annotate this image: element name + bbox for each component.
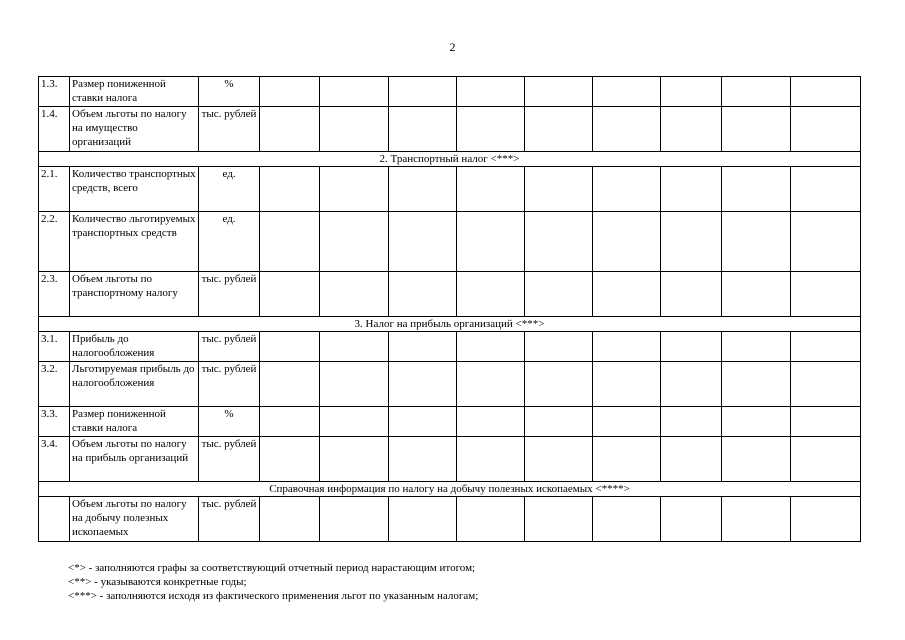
footnotes	[68, 561, 478, 603]
value-cell	[389, 272, 457, 317]
value-cell	[457, 107, 525, 152]
value-cell	[320, 407, 389, 437]
value-cell	[593, 272, 661, 317]
table-row	[39, 437, 861, 482]
table-row	[39, 167, 861, 212]
section-header-row	[39, 152, 861, 167]
value-cell	[260, 77, 320, 107]
table-row	[39, 212, 861, 272]
unit-of-measure: ед.	[199, 212, 260, 272]
value-cell	[593, 407, 661, 437]
value-cell	[389, 407, 457, 437]
value-cell	[593, 437, 661, 482]
unit-of-measure: %	[199, 407, 260, 437]
value-cell	[320, 107, 389, 152]
value-cell	[525, 77, 593, 107]
row-number: 3.1.	[39, 332, 70, 362]
value-cell	[722, 407, 791, 437]
indicator-name: Количество транспортных средств, всего	[70, 167, 199, 212]
value-cell	[260, 332, 320, 362]
indicator-name: Прибыль до налогообложения	[70, 332, 199, 362]
row-number: 3.2.	[39, 362, 70, 407]
value-cell	[457, 497, 525, 542]
value-cell	[661, 437, 722, 482]
value-cell	[722, 332, 791, 362]
value-cell	[525, 407, 593, 437]
section-header-row	[39, 482, 861, 497]
indicator-name: Количество льготируемых транспортных средств	[70, 212, 199, 272]
unit-of-measure: тыс. рублей	[199, 107, 260, 152]
table-row	[39, 362, 861, 407]
value-cell	[457, 212, 525, 272]
value-cell	[593, 167, 661, 212]
unit-of-measure: тыс. рублей	[199, 497, 260, 542]
row-number: 2.2.	[39, 212, 70, 272]
row-number: 1.4.	[39, 107, 70, 152]
value-cell	[661, 212, 722, 272]
value-cell	[722, 77, 791, 107]
value-cell	[389, 332, 457, 362]
table-row	[39, 497, 861, 542]
indicator-name: Объем льготы по налогу на добычу полезных ископаемых	[70, 497, 199, 542]
value-cell	[661, 362, 722, 407]
value-cell	[260, 497, 320, 542]
footnote: <*> - заполняются графы за соответствующий отчетный период нарастающим итогом;	[68, 562, 476, 574]
value-cell	[791, 407, 861, 437]
value-cell	[791, 272, 861, 317]
value-cell	[457, 332, 525, 362]
value-cell	[389, 497, 457, 542]
value-cell	[457, 362, 525, 407]
section-title: Справочная информация по налогу на добычу полезных ископаемых <****>	[39, 482, 861, 497]
indicator-name: Размер пониженной ставки налога	[70, 77, 199, 107]
value-cell	[320, 212, 389, 272]
value-cell	[389, 77, 457, 107]
row-number: 1.3.	[39, 77, 70, 107]
value-cell	[661, 497, 722, 542]
unit-of-measure: %	[199, 77, 260, 107]
value-cell	[593, 362, 661, 407]
value-cell	[593, 107, 661, 152]
value-cell	[457, 77, 525, 107]
unit-of-measure: ед.	[199, 167, 260, 212]
value-cell	[791, 362, 861, 407]
unit-of-measure: тыс. рублей	[199, 332, 260, 362]
value-cell	[791, 77, 861, 107]
value-cell	[525, 332, 593, 362]
value-cell	[661, 272, 722, 317]
value-cell	[320, 272, 389, 317]
value-cell	[525, 497, 593, 542]
value-cell	[722, 497, 791, 542]
page-number: 2	[449, 40, 456, 54]
value-cell	[525, 167, 593, 212]
unit-of-measure: тыс. рублей	[199, 437, 260, 482]
value-cell	[722, 167, 791, 212]
section-title: 3. Налог на прибыль организаций <***>	[39, 317, 861, 332]
indicator-name: Объем льготы по налогу на имущество организаций	[70, 107, 199, 152]
value-cell	[525, 212, 593, 272]
table-row	[39, 107, 861, 152]
value-cell	[457, 167, 525, 212]
value-cell	[457, 272, 525, 317]
row-number	[39, 497, 70, 542]
value-cell	[722, 362, 791, 407]
table-row	[39, 272, 861, 317]
value-cell	[260, 167, 320, 212]
value-cell	[593, 77, 661, 107]
unit-of-measure: тыс. рублей	[199, 272, 260, 317]
unit-of-measure: тыс. рублей	[199, 362, 260, 407]
value-cell	[320, 437, 389, 482]
value-cell	[320, 167, 389, 212]
value-cell	[661, 167, 722, 212]
row-number: 2.3.	[39, 272, 70, 317]
value-cell	[661, 407, 722, 437]
value-cell	[525, 437, 593, 482]
value-cell	[791, 167, 861, 212]
value-cell	[722, 107, 791, 152]
value-cell	[661, 107, 722, 152]
value-cell	[722, 212, 791, 272]
value-cell	[525, 272, 593, 317]
section-header-row	[39, 317, 861, 332]
row-number: 3.3.	[39, 407, 70, 437]
value-cell	[593, 332, 661, 362]
indicator-name: Размер пониженной ставки налога	[70, 407, 199, 437]
tax-benefits-table	[38, 76, 861, 542]
value-cell	[791, 212, 861, 272]
value-cell	[791, 107, 861, 152]
table-row	[39, 77, 861, 107]
value-cell	[320, 362, 389, 407]
value-cell	[260, 107, 320, 152]
value-cell	[260, 407, 320, 437]
value-cell	[593, 497, 661, 542]
value-cell	[389, 362, 457, 407]
value-cell	[457, 437, 525, 482]
value-cell	[457, 407, 525, 437]
row-number: 3.4.	[39, 437, 70, 482]
footnote: <**> - указываются конкретные годы;	[68, 576, 247, 588]
value-cell	[260, 437, 320, 482]
indicator-name: Объем льготы по транспортному налогу	[70, 272, 199, 317]
value-cell	[722, 272, 791, 317]
value-cell	[320, 332, 389, 362]
row-number: 2.1.	[39, 167, 70, 212]
value-cell	[389, 167, 457, 212]
value-cell	[722, 437, 791, 482]
value-cell	[260, 212, 320, 272]
value-cell	[791, 437, 861, 482]
indicator-name: Объем льготы по налогу на прибыль организаций	[70, 437, 199, 482]
value-cell	[260, 362, 320, 407]
value-cell	[525, 362, 593, 407]
value-cell	[260, 272, 320, 317]
value-cell	[593, 212, 661, 272]
value-cell	[320, 497, 389, 542]
footnote: <***> - заполняются исходя из фактического применения льгот по указанным налогам;	[68, 590, 479, 602]
section-title: 2. Транспортный налог <***>	[39, 152, 861, 167]
value-cell	[791, 332, 861, 362]
value-cell	[525, 107, 593, 152]
table-row	[39, 332, 861, 362]
table-row	[39, 407, 861, 437]
value-cell	[389, 212, 457, 272]
value-cell	[389, 437, 457, 482]
value-cell	[320, 77, 389, 107]
value-cell	[791, 497, 861, 542]
value-cell	[661, 77, 722, 107]
indicator-name: Льготируемая прибыль до налогообложения	[70, 362, 199, 407]
value-cell	[661, 332, 722, 362]
value-cell	[389, 107, 457, 152]
